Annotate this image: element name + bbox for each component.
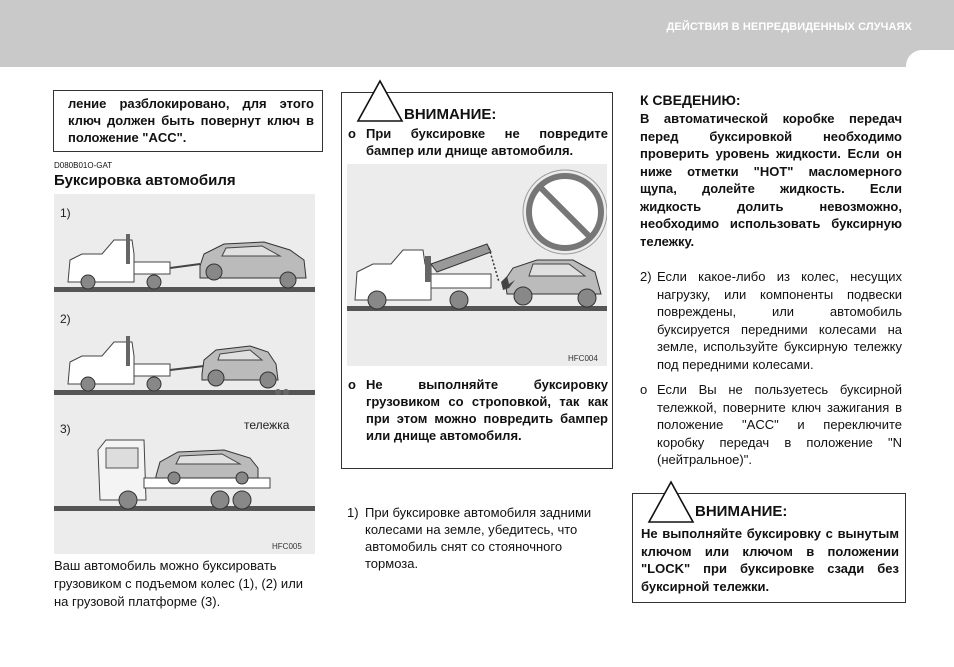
warning-bullet-2 [348,376,608,444]
page-header [0,0,954,67]
warning-box-2 [632,493,906,603]
prohibited-icon [523,170,607,254]
header-section-title: ДЕЙСТВИЯ В НЕПРЕДВИДЕННЫХ СЛУЧАЯХ [666,21,912,33]
figure-code-hfc004: HFC004 [568,354,598,363]
sling-tow-illustration [347,164,607,366]
item-marker: 2) [640,269,652,284]
warning-title: ВНИМАНИЕ: [404,106,497,123]
scene-wheel-lift-front [54,234,315,292]
section-code: D080B01O-GAT [54,161,113,170]
towing-illustration [54,194,315,539]
item-marker: 1) [347,505,359,520]
warning-bullet-1-text: При буксировке не повредите бампер или днище автомобиля. [366,126,608,158]
warning-2-title: ВНИМАНИЕ: [695,503,788,520]
header-tab-notch [906,50,954,76]
warning-2-text: Не выполняйте буксировку с вынутым ключом или ключом в положении "LOCK" при буксировке сзади без буксирной тележки. [641,526,899,594]
warning-triangle-icon [356,79,404,123]
note-text: В автоматической коробке передач перед буксировкой необходимо проверить уровень жидкости. Если он ниже отметки "HOT" масломерного щупа, долейте жидкость. Если жидкость долить невозможно, необходимо использовать буксирную тележку. [640,111,902,249]
scene-flatbed [54,440,315,511]
figure-code: HFC005 [272,542,302,551]
numbered-item-2 [640,268,902,373]
continued-text-box [53,90,323,152]
towing-methods-figure [54,194,315,554]
bullet-item-ignition [640,381,902,469]
figure-label-3: 3) [60,422,71,436]
dolly-label: тележка [244,418,290,432]
numbered-item-1 [347,504,609,572]
figure-label-1: 1) [60,206,71,220]
note-title: К СВЕДЕНИЮ: [640,92,741,108]
continued-text: ление разблокировано, для этого ключ должен быть повернут ключ в положение "ACC". [68,96,314,145]
warning-bullet-2-text: Не выполняйте буксировку грузовиком со строповкой, так как при этом можно повредить бампер или днище автомобиля. [366,377,608,443]
item-2-text: Если какое-либо из колес, несущих нагрузку, или компоненты подвески повреждены, или автомобиль буксируется передними колесами на земле, используйте буксирную тележку под передними колесами. [657,269,902,372]
bullet-item-ignition-text: Если Вы не пользуетесь буксирной тележкой, поверните ключ зажигания в положение "ACC" и переключите коробку передач в положение "N (нейтральное)". [657,382,902,467]
warning-triangle-icon [647,480,695,524]
bullet-marker: o [640,382,648,397]
section-title: Буксировка автомобиля [54,172,236,189]
towing-body-text: Ваш автомобиль можно буксировать грузовиком с подъемом колес (1), (2) или на грузовой платформе (3). [54,558,304,609]
bullet-marker: o [348,126,356,141]
warning-bullet-1 [348,125,608,159]
bullet-marker: o [348,377,356,392]
scene-wheel-lift-dolly [54,336,315,395]
sling-tow-prohibited-figure [347,164,607,366]
figure-label-2: 2) [60,312,71,326]
item-1-text: При буксировке автомобиля задними колесами на земле, убедитесь, что автомобиль снят со стояночного тормоза. [365,505,592,571]
